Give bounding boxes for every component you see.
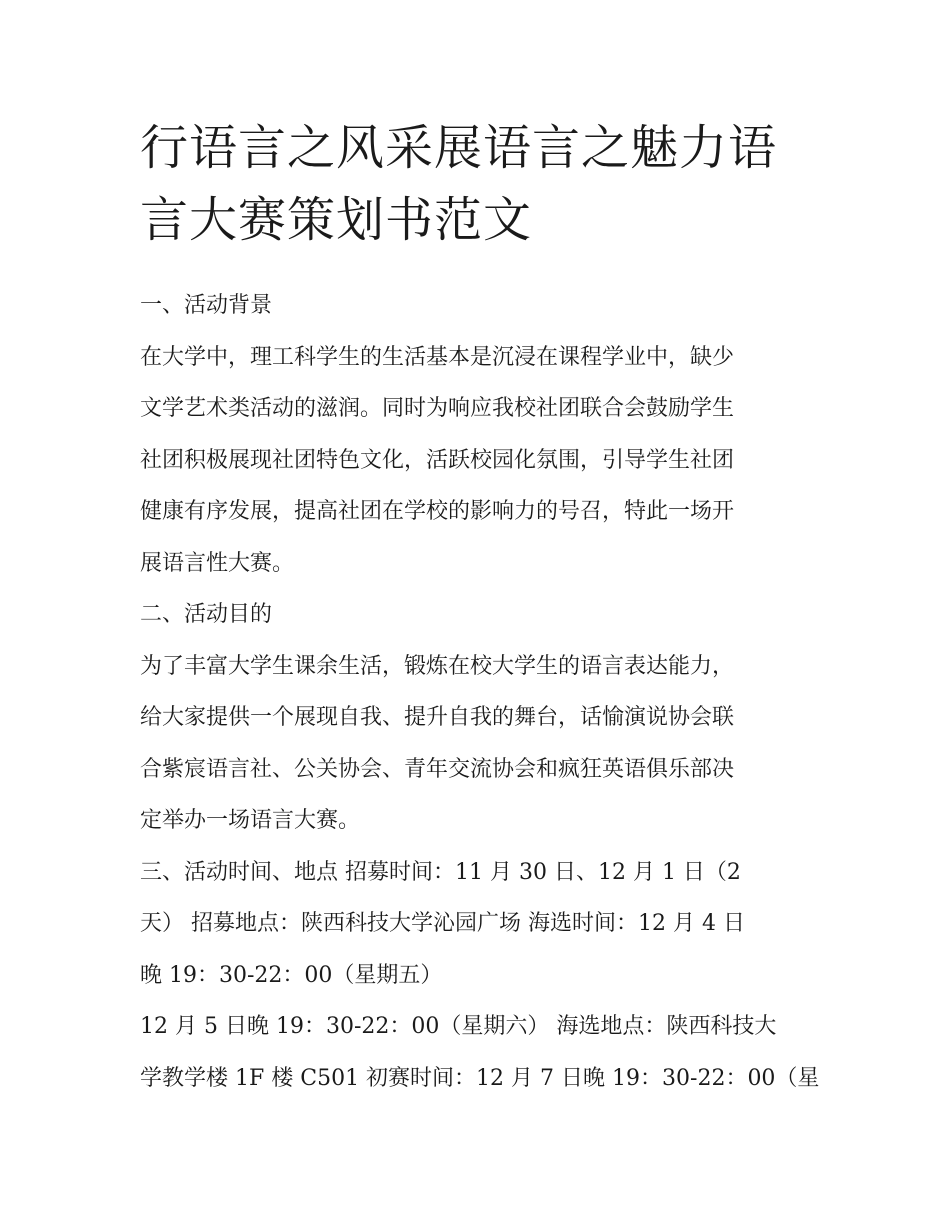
text-line: 健康有序发展，提高社团在学校的影响力的号召，特此一场开 xyxy=(140,499,735,524)
document-title xyxy=(140,112,820,256)
document-body xyxy=(140,112,820,1104)
document-text xyxy=(140,280,820,1104)
text-line: 社团积极展现社团特色文化，活跃校园化氛围，引导学生社团 xyxy=(140,447,735,473)
text-line: 在大学中，理工科学生的生活基本是沉浸在课程学业中，缺少 xyxy=(140,344,735,370)
section-heading-time-place: 三、活动时间、地点 招募时间：11 月 30 日、12 月 1 日（2 xyxy=(140,859,741,885)
section-heading-purpose: 二、活动目的 xyxy=(140,602,273,627)
text-line: 展语言性大赛。 xyxy=(140,550,295,576)
text-line: 天） 招募地点：陕西科技大学沁园广场 海选时间：12 月 4 日 xyxy=(140,911,745,936)
text-line: 12 月 5 日晚 19：30-22：00（星期六） 海选地点：陕西科技大 xyxy=(140,1014,777,1039)
section-heading-background: 一、活动背景 xyxy=(140,293,273,318)
text-line: 合紫宸语言社、公关协会、青年交流协会和疯狂英语俱乐部决 xyxy=(140,756,735,782)
text-line: 为了丰富大学生课余生活，锻炼在校大学生的语言表达能力， xyxy=(140,653,735,679)
text-line: 晚 19：30-22：00（星期五） xyxy=(140,962,443,988)
title-line: 言大赛策划书范文 xyxy=(140,192,533,248)
text-line: 文学艺术类活动的滋润。同时为响应我校社团联合会鼓励学生 xyxy=(140,396,735,421)
title-line: 行语言之风采展语言之魅力语 xyxy=(140,120,778,176)
text-line: 学教学楼 1F 楼 C501 初赛时间：12 月 7 日晚 19：30-22：00（星 xyxy=(140,1065,820,1091)
text-line: 定举办一场语言大赛。 xyxy=(140,808,361,833)
text-line: 给大家提供一个展现自我、提升自我的舞台，话愉演说协会联 xyxy=(140,705,735,730)
